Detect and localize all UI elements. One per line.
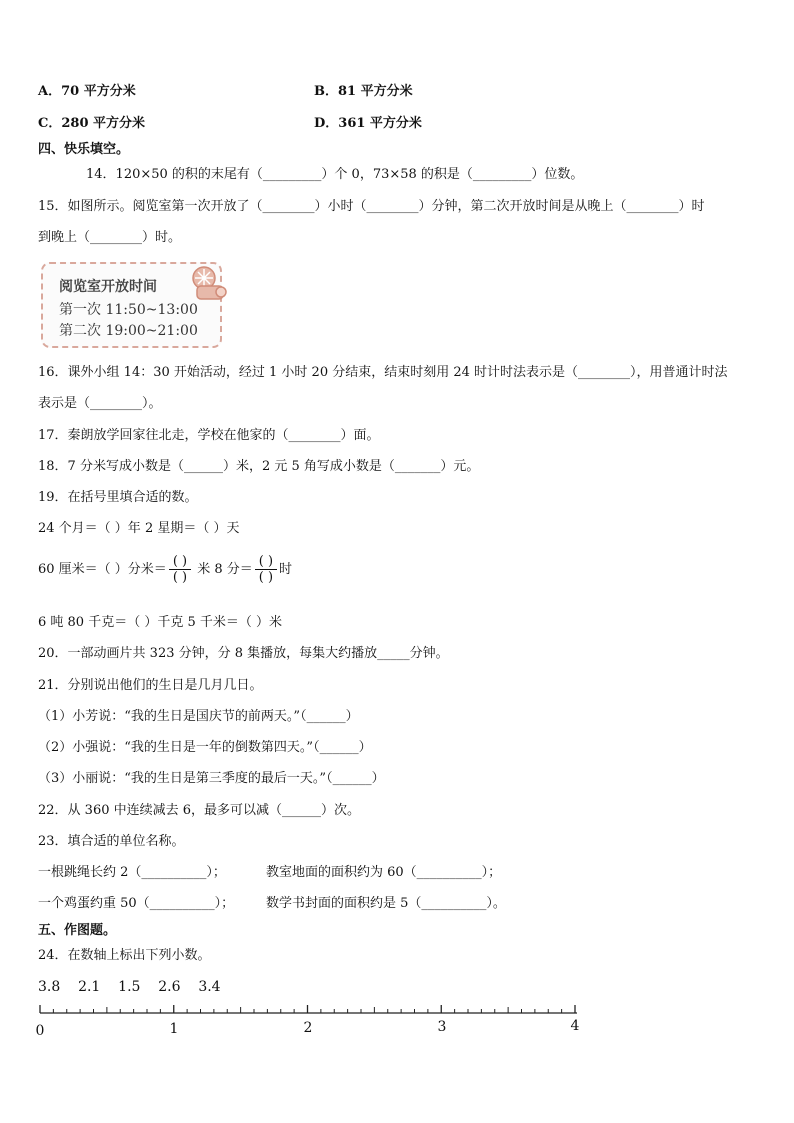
question-15-line1: 15．如图所示。阅览室第一次开放了（________）小时（________）分钟，第二次开放时间是从晚上（________）时 xyxy=(38,199,705,214)
axis-label-0: 0 xyxy=(35,1023,45,1039)
q19-row2-part-a: 60 厘米＝（ ）分米＝ xyxy=(38,562,167,577)
q23-row1-right: 教室地面的面积约为 60（__________）； xyxy=(266,865,502,880)
schedule-title: 阅览室开放时间 xyxy=(59,279,157,295)
question-21: 21．分别说出他们的生日是几月几日。 xyxy=(38,678,263,693)
decimal-item: 2.1 xyxy=(78,979,101,995)
decimal-item: 3.4 xyxy=(198,979,221,995)
q19-row2-part-c: 时 xyxy=(279,562,293,577)
schedule-first: 第一次 11:50~13:00 xyxy=(59,302,198,318)
fraction-bottom: ( ) xyxy=(258,570,274,585)
number-line xyxy=(30,995,590,1040)
question-14: 14．120×50 的积的末尾有（_________）个 0，73×58 的积是（_________）位数。 xyxy=(86,167,584,182)
question-22: 22．从 360 中连续减去 6，最多可以减（______）次。 xyxy=(38,803,361,818)
q23-row2-right: 数学书封面的面积约是 5（__________）。 xyxy=(266,896,506,911)
option-a: A．70 平方分米 xyxy=(38,84,136,99)
q19-row2 xyxy=(38,553,292,587)
question-19: 19．在括号里填合适的数。 xyxy=(38,490,198,505)
q21-item-2: （2）小强说：“我的生日是一年的倒数第四天。”（______） xyxy=(38,740,372,755)
q23-row1-left: 一根跳绳长约 2（__________）； xyxy=(38,865,226,880)
q19-row3: 6 吨 80 千克＝（ ）千克 5 千米＝（ ）米 xyxy=(38,615,283,630)
axis-label-3: 3 xyxy=(437,1019,447,1035)
q23-row2-left: 一个鸡蛋约重 50（__________）； xyxy=(38,896,235,911)
fraction-top: ( ) xyxy=(255,554,277,570)
question-15-line2: 到晚上（________）时。 xyxy=(38,230,182,245)
decimal-item: 2.6 xyxy=(158,979,181,995)
question-23: 23．填合适的单位名称。 xyxy=(38,834,185,849)
fraction-blank-2 xyxy=(255,554,277,585)
question-24: 24．在数轴上标出下列小数。 xyxy=(38,948,211,963)
q19-row2-part-b: 米 8 分＝ xyxy=(193,562,253,577)
fraction-bottom: ( ) xyxy=(172,570,188,585)
section-4-heading: 四、快乐填空。 xyxy=(38,142,130,157)
option-c: C．280 平方分米 xyxy=(38,116,146,131)
question-16-line2: 表示是（________）。 xyxy=(38,396,162,411)
section-5-heading: 五、作图题。 xyxy=(38,923,117,938)
axis-label-1: 1 xyxy=(169,1021,179,1037)
option-b: B．81 平方分米 xyxy=(314,84,413,99)
schedule-second: 第二次 19:00~21:00 xyxy=(59,323,198,339)
question-18: 18．7 分米写成小数是（______）米，2 元 5 角写成小数是（_______）元。 xyxy=(38,459,480,474)
axis-label-4: 4 xyxy=(570,1018,580,1034)
number-line-ticks xyxy=(40,1005,575,1013)
decimal-item: 1.5 xyxy=(118,979,141,995)
axis-label-2: 2 xyxy=(303,1020,313,1036)
projector-icon xyxy=(189,264,233,304)
decimal-item: 3.8 xyxy=(38,979,61,995)
fraction-top: ( ) xyxy=(169,554,191,570)
q19-row1: 24 个月＝（ ）年 2 星期＝（ ）天 xyxy=(38,521,240,536)
fraction-blank-1 xyxy=(169,554,191,585)
reading-room-schedule-card xyxy=(41,262,222,348)
option-d: D．361 平方分米 xyxy=(314,116,422,131)
question-17: 17．秦朗放学回家往北走，学校在他家的（________）面。 xyxy=(38,428,380,443)
decimal-list xyxy=(38,979,221,995)
question-20: 20．一部动画片共 323 分钟，分 8 集播放，每集大约播放_____分钟。 xyxy=(38,646,449,661)
q21-item-1: （1）小芳说：“我的生日是国庆节的前两天。”（______） xyxy=(38,709,359,724)
question-16-line1: 16．课外小组 14：30 开始活动，经过 1 小时 20 分结束，结束时刻用 24 时计时法表示是（________），用普通计时法 xyxy=(38,365,728,380)
q21-item-3: （3）小丽说：“我的生日是第三季度的最后一天。”（______） xyxy=(38,771,385,786)
